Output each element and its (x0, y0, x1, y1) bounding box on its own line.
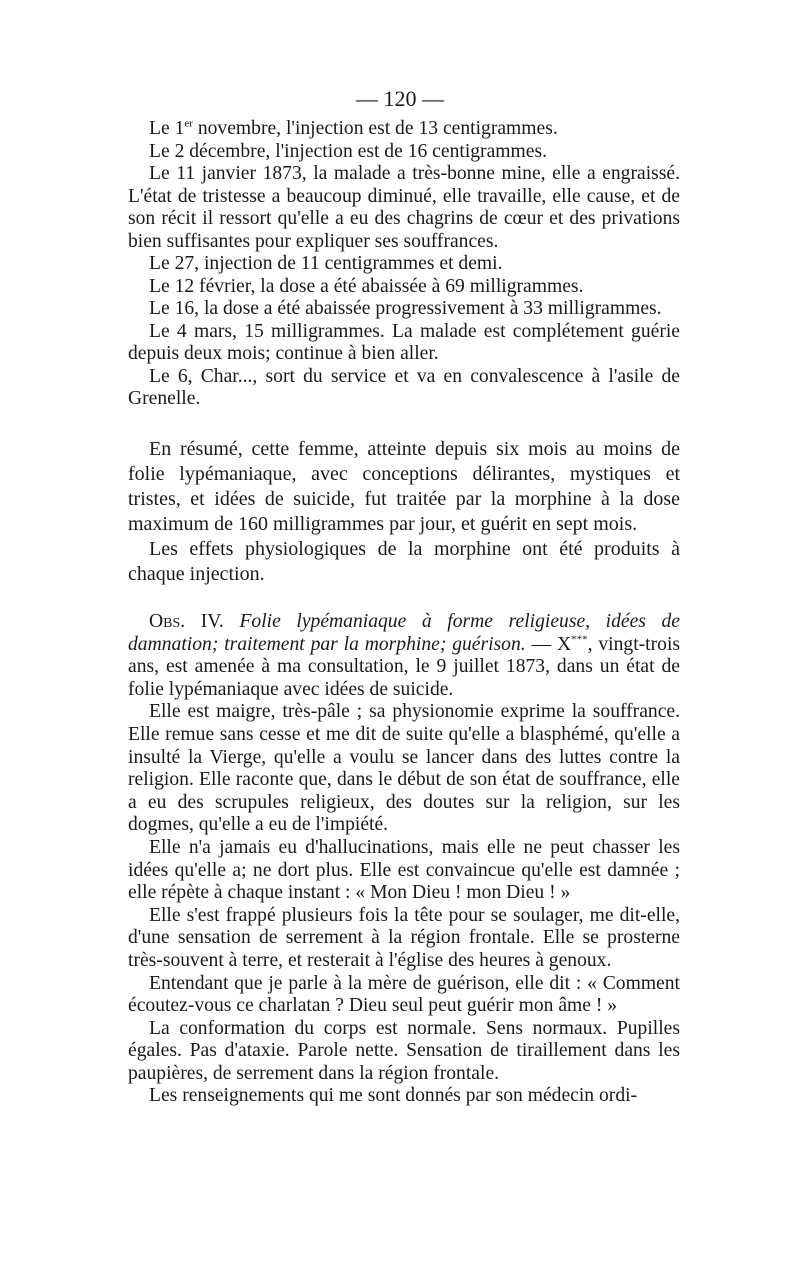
superscript: er (184, 117, 193, 130)
text-run: — X (525, 633, 572, 655)
paragraph: Les effets physiologiques de la morphine ont été produits à chaque injection. (128, 538, 680, 585)
paragraph (128, 118, 680, 141)
paragraph: Le 27, injection de 11 centigrammes et demi. (149, 253, 503, 274)
paragraph: Le 4 mars, 15 milligrammes. La malade est complétement guérie depuis deux mois; continue à bien aller. (128, 320, 680, 364)
observation-label: Obs. IV. (149, 611, 224, 632)
text-run: , vingt-trois ans, est amenée à ma consultation, le 9 juillet 1873, dans un état de folie lypémaniaque avec idées de suicide. (128, 633, 681, 700)
paragraph: Le 16, la dose a été abaissée progressivement à 33 milligrammes. (149, 298, 662, 319)
paragraph: Le 6, Char..., sort du service et va en convalescence à l'asile de Grenelle. (128, 365, 680, 409)
paragraph: Les renseignements qui me sont donnés par son médecin ordi- (149, 1085, 638, 1107)
observation-title: Folie lypémaniaque à forme religieuse, idées de damnation; traitement par la morphine; guérison. (128, 611, 680, 655)
paragraph: Le 2 décembre, l'injection est de 16 centigrammes. (149, 140, 547, 162)
paragraph: Le 12 février, la dose a été abaissée à 69 milligrammes. (149, 275, 584, 297)
summary (128, 437, 680, 587)
case-notes (128, 118, 680, 411)
page-number: — 120 — (356, 86, 444, 111)
paragraph: La conformation du corps est normale. Sens normaux. Pupilles égales. Pas d'ataxie. Parole nette. Sensation de tiraillement dans les paupières, de serrement dans la région frontale. (128, 1017, 680, 1084)
observation-heading (128, 611, 680, 701)
text-run: novembre, l'injection est de 13 centigrammes. (192, 118, 558, 139)
paragraph: Entendant que je parle à la mère de guérison, elle dit : « Comment écoutez-vous ce charlatan ? Dieu seul peut guérir mon âme ! » (128, 972, 680, 1017)
superscript: *** (571, 633, 588, 646)
observation-iv (128, 611, 680, 1108)
paragraph: Elle n'a jamais eu d'hallucinations, mais elle ne peut chasser les idées qu'elle a; ne dort plus. Elle est convaincue qu'elle est damnée ; elle répète à chaque instant : « Mon Dieu ! mon Dieu ! » (128, 836, 680, 904)
paragraph: Elle est maigre, très-pâle ; sa physionomie exprime la souffrance. Elle remue sans cesse et me dit de suite qu'elle a blasphémé, qu'elle a insulté la Vierge, qu'elle a voulu se lancer dans des luttes contre la religion. Elle raconte que, dans le début de son état de souffrance, elle a eu des scrupules religieux, des doutes sur la religion, sur les dogmes, qu'elle a eu de l'impiété. (128, 701, 680, 836)
text-run: Le 1 (149, 118, 185, 139)
paragraph: Le 11 janvier 1873, la malade a très-bonne mine, elle a engraissé. L'état de tristesse a beaucoup diminué, elle travaille, elle cause, et de son récit il ressort qu'elle a eu des chagrins de cœur et des privations bien suffisantes pour expliquer ses souffrances. (128, 163, 680, 252)
paragraph: Elle s'est frappé plusieurs fois la tête pour se soulager, me dit-elle, d'une sensation de serrement à la région frontale. Elle se prosterne très-souvent à terre, et resterait à l'église des heures à genoux. (128, 904, 680, 971)
paragraph: En résumé, cette femme, atteinte depuis six mois au moins de folie lypémaniaque, avec conceptions délirantes, mystiques et tristes, et idées de suicide, fut traitée par la morphine à la dose maximum de 160 milligrammes par jour, et guérit en sept mois. (128, 438, 680, 535)
